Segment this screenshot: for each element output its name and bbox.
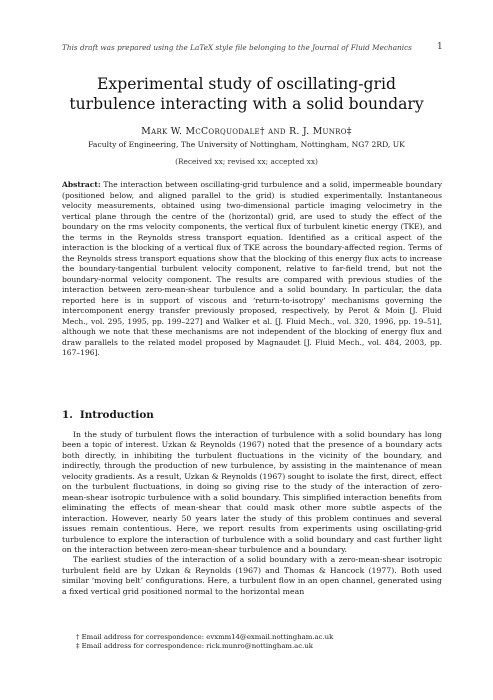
authors: Mark W. McCorquodale† and R. J. Munro‡ <box>141 126 352 137</box>
body-text <box>62 430 442 597</box>
received-dates: (Received xx; revised xx; accepted xx) <box>175 157 318 166</box>
paper-title <box>40 75 453 114</box>
abstract <box>62 180 442 359</box>
title-line-2: turbulence interacting with a solid boundary <box>69 94 424 113</box>
title-line-1: Experimental study of oscillating-grid <box>97 75 396 93</box>
footnote-1: † Email address for correspondence: evxmm14@exmail.nottingham.ac.uk <box>76 633 334 641</box>
abstract-text: The interaction between oscillating-grid turbulence and a solid, impermeable boundary (positioned below, and aligned parallel to the grid) is studied experimentally. Instantaneous velocity measurements, obtained using two-dimensional particle imaging velocimetry in the vertical plane through the centre of the (horizontal) grid, are used to study the effect of the boundary on the rms velocity components, the vertical flux of turbulent kinetic energy (TKE), and the terms in the Reynolds stress transport equation. Identified as a critical aspect of the interaction is the blocking of a vertical flux of TKE across the boundary-affected region. Terms of the Reynolds stress transport equations show that the blocking of this energy flux acts to increase the boundary-tangential turbulent velocity component, relative to far-field trend, but not the boundary-normal velocity component. The results are compared with previous studies of the interaction between zero-mean-shear turbulence and a solid boundary. In particular, the data reported here is in support of viscous and ‘return-to-isotropy’ mechanisms governing the intercomponent energy transfer previously proposed, respectively, by Perot & Moin [J. Fluid Mech., vol. 295, 1995, pp. 199–227] and Walker et al. [J. Fluid Mech., vol. 320, 1996, pp. 19–51], although we note that these mechanisms are not independent of the blocking of energy flux and draw parallels to the related model proposed by Magnaudet [J. Fluid Mech., vol. 484, 2003, pp. 167–196]. <box>62 180 442 357</box>
running-head: This draft was prepared using the LaTeX style file belonging to the Journal of Fluid Mechanics <box>62 43 412 52</box>
paragraph-1: In the study of turbulent flows the interaction of turbulence with a solid boundary has long been a topic of interest. Uzkan & Reynolds (1967) noted that the presence of a boundary acts both directly, in inhibiting the turbulent fluctuations in the vicinity of the boundary, and indirectly, through the production of new turbulence, by assisting in the maintenance of mean velocity gradients. As a result, Uzkan & Reynolds (1967) sought to isolate the first, direct, effect on the turbulent fluctuations, in doing so giving rise to the study of the interaction of zero-mean-shear isotropic turbulence with a solid boundary. This simplified interaction benefits from eliminating the effects of mean-shear that could mask other more subtle aspects of the interaction. However, nearly 50 years later the study of this problem continues and several issues remain contentious. Here, we report results from experiments using oscillating-grid turbulence to explore the interaction of turbulence with a solid boundary and cast further light on the interaction between zero-mean-shear turbulence and a boundary. <box>62 430 442 554</box>
section-title: Introduction <box>79 409 154 421</box>
paragraph-2: The earliest studies of the interaction of a solid boundary with a zero-mean-shear isotropic turbulent field are by Uzkan & Reynolds (1967) and Thomas & Hancock (1977). Both used similar ‘moving belt’ configurations. Here, a turbulent flow in an open channel, generated using a fixed vertical grid positioned normal to the horizontal mean <box>62 555 442 596</box>
page-number: 1 <box>437 42 443 52</box>
section-heading <box>62 409 154 421</box>
affiliation: Faculty of Engineering, The University of Nottingham, Nottingham, NG7 2RD, UK <box>88 140 405 149</box>
abstract-label: Abstract: <box>62 180 101 189</box>
footnotes <box>62 633 442 651</box>
footnote-2: ‡ Email address for correspondence: rick.munro@nottingham.ac.uk <box>76 642 313 650</box>
section-number: 1. <box>62 409 73 421</box>
